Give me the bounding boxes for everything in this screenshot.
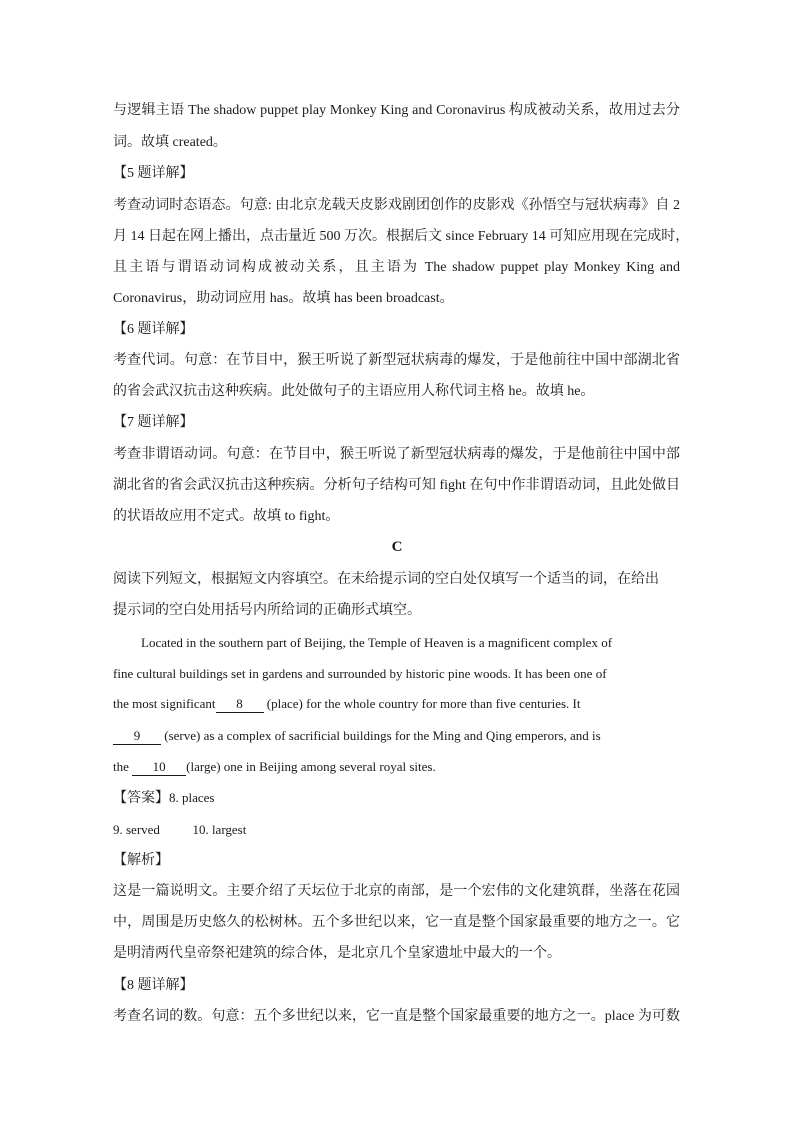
passage-text: the (113, 759, 129, 774)
text-line: 是明清两代皇帝祭祀建筑的综合体，是北京几个皇家遗址中最大的一个。 (113, 946, 561, 961)
section-heading: 【解析】 (113, 853, 169, 868)
section-heading: 【8 题详解】 (113, 978, 194, 993)
text-line: 的状语故应用不定式。故填 to fight。 (113, 509, 340, 524)
passage-text: the most significant (113, 696, 216, 711)
text-line: 与逻辑主语 The shadow puppet play Monkey King and Coronavirus 构成被动关系，故用过去分 (113, 103, 680, 118)
text-line: Coronavirus，助动词应用 has。故填 has been broadcast。 (113, 291, 454, 306)
passage-line (113, 694, 580, 714)
answer-label: 【答案】 (113, 791, 169, 806)
text-line: 考查非谓语动词。句意：在节目中，猴王听说了新型冠状病毒的爆发，于是他前往中国中部 (113, 447, 680, 462)
blank-9: 9 (113, 728, 161, 745)
text-line: 考查名词的数。句意：五个多世纪以来，它一直是整个国家最重要的地方之一。place 为可数 (113, 1009, 680, 1024)
passage-text: (place) for the whole country for more than five centuries. It (266, 696, 581, 711)
text-line: 词。故填 created。 (113, 135, 227, 150)
section-heading: 【6 题详解】 (113, 322, 194, 337)
answer-line (113, 788, 214, 809)
blank-8: 8 (216, 696, 264, 713)
blank-10: 10 (132, 759, 186, 776)
section-heading: 【7 题详解】 (113, 415, 194, 430)
passage-text: (serve) as a complex of sacrificial buildings for the Ming and Qing emperors, and is (164, 728, 601, 743)
text-line: 的省会武汉抗击这种疾病。此处做句子的主语应用人称代词主格 he。故填 he。 (113, 384, 595, 399)
passage-line: Located in the southern part of Beijing, the Temple of Heaven is a magnificent complex of (141, 635, 613, 650)
passage-line: fine cultural buildings set in gardens and surrounded by historic pine woods. It has been one of (113, 666, 607, 681)
text-line: 且主语与谓语动词构成被动关系，且主语为 The shadow puppet play Monkey King and (113, 260, 680, 275)
passage-text: (large) one in Beijing among several royal sites. (186, 759, 436, 774)
answer-9: 9. served (113, 822, 160, 837)
answer-10: 10. largest (192, 822, 247, 837)
answer-8: 8. places (169, 790, 215, 805)
answer-line (113, 820, 246, 840)
text-line: 考查代词。句意：在节目中，猴王听说了新型冠状病毒的爆发，于是他前往中国中部湖北省 (113, 353, 680, 368)
text-line: 月 14 日起在网上播出，点击量近 500 万次。根据后文 since February 14 可知应用现在完成时， (113, 229, 690, 244)
passage-line (113, 726, 601, 746)
passage-line (113, 757, 436, 777)
instruction-line: 提示词的空白处用括号内所给词的正确形式填空。 (113, 603, 421, 618)
section-heading: 【5 题详解】 (113, 166, 194, 181)
section-letter: C (391, 539, 403, 555)
text-line: 湖北省的省会武汉抗击这种疾病。分析句子结构可知 fight 在句中作非谓语动词，且此处做目 (113, 478, 680, 493)
text-line: 中，周围是历史悠久的松树林。五个多世纪以来，它一直是整个国家最重要的地方之一。它 (113, 915, 680, 930)
instruction-line: 阅读下列短文，根据短文内容填空。在未给提示词的空白处仅填写一个适当的词，在给出 (113, 572, 659, 587)
text-line: 这是一篇说明文。主要介绍了天坛位于北京的南部，是一个宏伟的文化建筑群，坐落在花园 (113, 884, 680, 899)
text-line: 考查动词时态语态。句意: 由北京龙载天皮影戏剧团创作的皮影戏《孙悟空与冠状病毒》自 2 (113, 198, 680, 213)
